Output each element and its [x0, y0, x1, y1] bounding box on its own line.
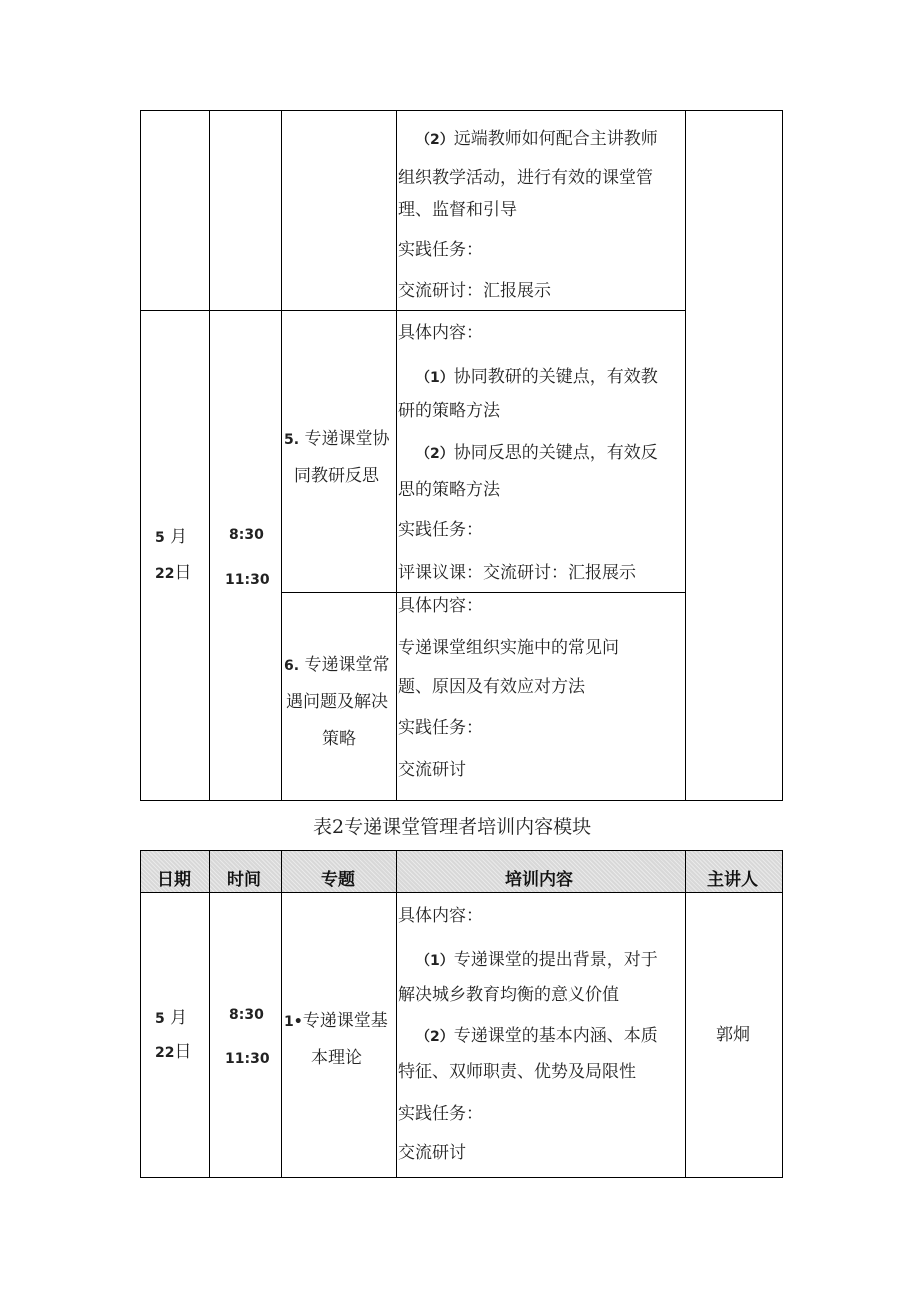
table-1-top-border	[140, 110, 783, 111]
table-2-right-border	[782, 850, 783, 1178]
content-line: 实践任务：	[398, 240, 483, 260]
table-2-caption: 表2专递课堂管理者培训内容模块	[313, 816, 592, 838]
content-line: 理、监督和引导	[398, 200, 517, 220]
table-1-left-border	[140, 110, 141, 801]
table-2-bottom-border	[140, 1177, 783, 1178]
table-2-col-divider	[685, 850, 686, 1178]
table-2-col-divider	[209, 850, 210, 1178]
table-1-row-divider	[140, 310, 685, 311]
content-line: 交流研讨：汇报展示	[398, 281, 551, 301]
header-time: 时间	[227, 870, 261, 890]
table-1-topic-divider	[281, 592, 685, 593]
table-1-col-divider	[209, 110, 210, 801]
table-2-top-border	[140, 850, 783, 851]
table-2-col-divider	[396, 850, 397, 1178]
content-line: 组织教学活动，进行有效的课堂管	[398, 168, 653, 188]
header-speaker: 主讲人	[707, 870, 758, 890]
header-topic: 专题	[321, 870, 355, 890]
table-1-right-border	[782, 110, 783, 801]
table-1-col-divider	[396, 110, 397, 801]
header-content: 培训内容	[505, 870, 573, 890]
table-2-col-divider	[281, 850, 282, 1178]
content-line: （2）远端教师如何配合主讲教师	[416, 129, 658, 149]
table-1-col-divider	[281, 110, 282, 801]
speaker-name: 郭炯	[716, 1025, 750, 1045]
table-1-bottom-border	[140, 800, 783, 801]
table-2-left-border	[140, 850, 141, 1178]
table-1-col-divider	[685, 110, 686, 801]
header-date: 日期	[157, 870, 191, 890]
table-2-header-divider	[140, 892, 783, 893]
